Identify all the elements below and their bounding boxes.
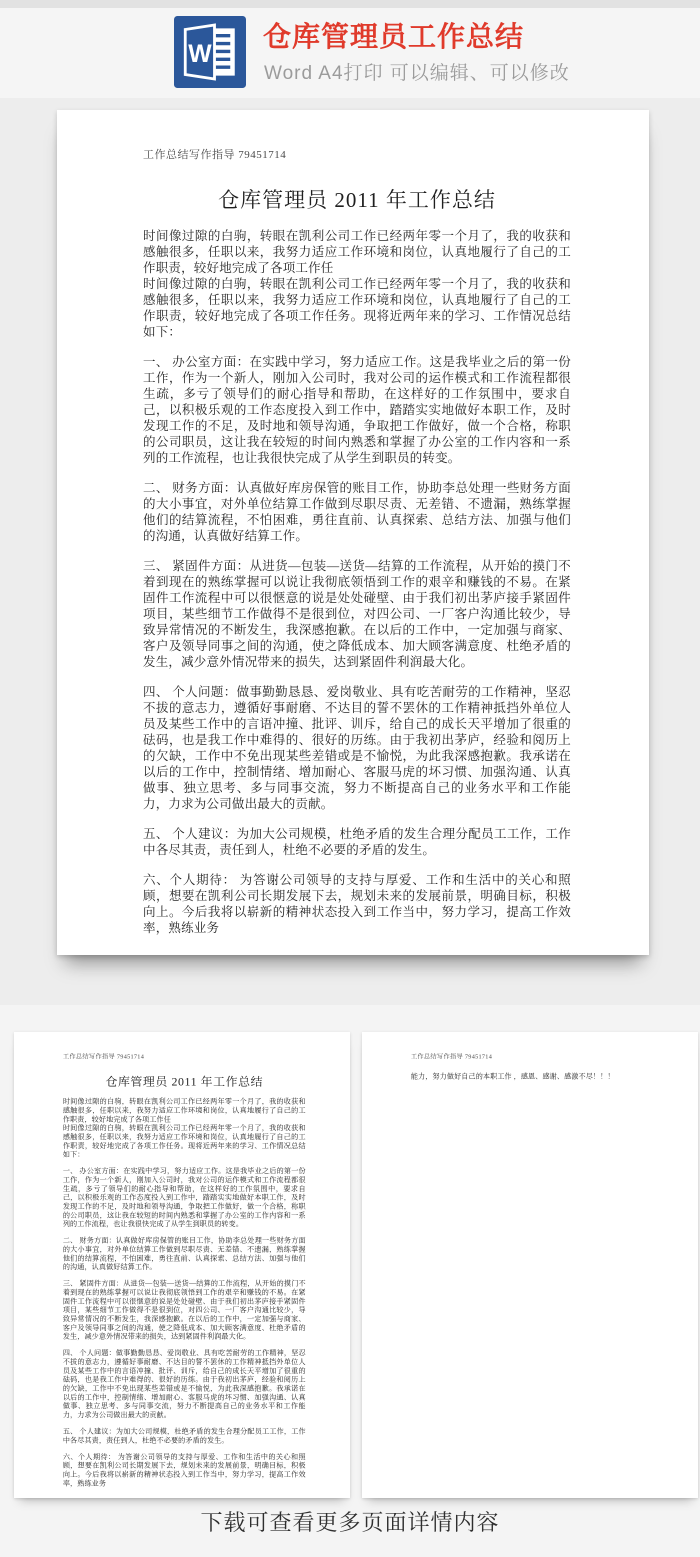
doc-meta-line: 工作总结写作指导 79451714 [410, 1053, 493, 1061]
top-strip [0, 0, 700, 8]
doc-paragraph: 一、 办公室方面：在实践中学习，努力适应工作。这是我毕业之后的第一份工作，作为一个新人，刚加入公司时，我对公司的运作模式和工作流程都很生疏，多亏了领导们的耐心指导和帮助，在这样好的工作氛围中，要求自己，以积极乐观的工作态度投入到工作中，踏踏实实地做好本职工作，及时发现工作的不足，及时地和领导沟通，争取把工作做好，做一个合格，称职的公司职员，这让我在较短的时间内熟悉和掌握了办公室的工作内容和一系列的工作流程，也让我很快完成了从学生到职员的转变。 [143, 355, 571, 465]
doc-paragraph: 能力，努力做好自己的本职工作 ，感恩、感谢、感激不尽！！！ [410, 1072, 615, 1080]
download-hint: 下载可查看更多页面详情内容 [200, 1510, 500, 1535]
doc-paragraph: 四、 个人问题：做事勤勤恳恳、爱岗敬业、具有吃苦耐劳的工作精神，坚忍不拔的意志力，遵循好事耐磨、不达目的誓不罢休的工作精神抵挡外单位人员及某些工作中的言语冲撞、批评、训斥，给自己的成长天平增加了很重的砝码，也是我工作中难得的、很好的历练。由于我初出茅庐，经验和阅历上的欠缺，工作中不免出现某些差错或是不愉悦，为此我深感抱歉。我承诺在以后的工作中，控制情绪、增加耐心、客服马虎的坏习惯、加强沟通、认真做事、独立思考、多与同事交流，努力不断提高自己的业务水平和工作能力，力求为公司做出最大的贡献。 [143, 685, 571, 811]
doc-paragraph: 时间像过隙的白驹，转眼在凯利公司工作已经两年零一个月了，我的收获和感触很多，任职以来，我努力适应工作环境和岗位，认真地履行了自己的工作职责，较好地完成了各项工作任 [143, 229, 571, 275]
doc-paragraph: 四、 个人问题：做事勤勤恳恳、爱岗敬业、具有吃苦耐劳的工作精神，坚忍不拔的意志力，遵循好事耐磨、不达目的誓不罢休的工作精神抵挡外单位人员及某些工作中的言语冲撞、批评、训斥，给自己的成长天平增加了很重的砝码，也是我工作中难得的、很好的历练。由于我初出茅庐，经验和阅历上的欠缺，工作中不免出现某些差错或是不愉悦，为此我深感抱歉。我承诺在以后的工作中，控制情绪、增加耐心、客服马虎的坏习惯、加强沟通、认真做事、独立思考、多与同事交流，努力不断提高自己的业务水平和工作能力，力求为公司做出最大的贡献。 [62, 1349, 306, 1419]
doc-title: 仓库管理员 2011 年工作总结 [105, 1075, 264, 1089]
doc-paragraph: 时间像过隙的白驹，转眼在凯利公司工作已经两年零一个月了，我的收获和感触很多，任职以来，我努力适应工作环境和岗位，认真地履行了自己的工作职责，较好地完成了各项工作任 [62, 1097, 306, 1123]
doc-paragraph: 时间像过隙的白驹，转眼在凯利公司工作已经两年零一个月了，我的收获和感触很多，任职以来，我努力适应工作环境和岗位，认真地履行了自己的工作职责，较好地完成了各项工作任务。现将近两年来的学习、工作情况总结如下： [143, 277, 571, 339]
doc-title: 仓库管理员 2011 年工作总结 [218, 188, 496, 212]
thumbnail-page-2-content [362, 1032, 698, 1498]
doc-meta-line: 工作总结写作指导 79451714 [62, 1053, 145, 1061]
doc-paragraph: 五、 个人建议：为加大公司规模，杜绝矛盾的发生合理分配员工工作，工作中各尽其责，责任到人，杜绝不必要的矛盾的发生。 [62, 1427, 306, 1444]
doc-paragraph: 三、 紧固件方面：从进货—包装—送货—结算的工作流程，从开始的摸门不着到现在的熟练掌握可以说让我彻底领悟到工作的艰辛和赚钱的不易。在紧固件工作流程中可以很惬意的说是处处碰壁、由于我们初出茅庐接手紧固件项目，某些细节工作做得不是很到位，对四公司、一厂客户沟通比较少，导致异常情况的不断发生，我深感抱歉。在以后的工作中，一定加强与商家、客户及领导同事之间的沟通，使之降低成本、加大顾客满意度、杜绝矛盾的发生，减少意外情况带来的损失，达到紧固件利润最大化。 [62, 1279, 306, 1341]
thumbnail-page-1-content [14, 1032, 350, 1498]
site-header [0, 8, 700, 98]
doc-paragraph: 六、个人期待： 为答谢公司领导的支持与厚爱、工作和生活中的关心和照顾，想要在凯利公司长期发展下去，规划未来的发展前景，明确目标，积极向上。今后我将以崭新的精神状态投入到工作当中，努力学习，提高工作效率，熟练业务 [62, 1452, 306, 1487]
doc-paragraph: 二、 财务方面：认真做好库房保管的账目工作，协助李总处理一些财务方面的大小事宜，对外单位结算工作做到尽职尽责、无差错、不遗漏，熟练掌握他们的结算流程，不怕困难，勇往直前、认真探索、总结方法、加强与他们的沟通，认真做好结算工作。 [62, 1236, 306, 1271]
word-icon [174, 16, 246, 88]
thumbnail-page-1[interactable] [14, 1032, 350, 1498]
page-title: 仓库管理员工作总结 [263, 21, 525, 52]
doc-paragraph: 三、 紧固件方面：从进货—包装—送货—结算的工作流程，从开始的摸门不着到现在的熟练掌握可以说让我彻底领悟到工作的艰辛和赚钱的不易。在紧固件工作流程中可以很惬意的说是处处碰壁、由于我们初出茅庐接手紧固件项目，某些细节工作做得不是很到位，对四公司、一厂客户沟通比较少，导致异常情况的不断发生，我深感抱歉。在以后的工作中，一定加强与商家、客户及领导同事之间的沟通，使之降低成本、加大顾客满意度、杜绝矛盾的发生，减少意外情况带来的损失，达到紧固件利润最大化。 [143, 559, 571, 669]
page-subtitle: Word A4打印 可以编辑、可以修改 [264, 63, 570, 84]
thumbnail-page-2[interactable] [362, 1032, 698, 1498]
doc-body [143, 228, 571, 936]
doc-paragraph: 六、个人期待： 为答谢公司领导的支持与厚爱、工作和生活中的关心和照顾，想要在凯利公司长期发展下去，规划未来的发展前景，明确目标，积极向上。今后我将以崭新的精神状态投入到工作当中，努力学习，提高工作效率，熟练业务 [143, 873, 571, 935]
thumbnails-section [0, 1005, 700, 1557]
doc-body [411, 1072, 654, 1081]
doc-paragraph: 时间像过隙的白驹，转眼在凯利公司工作已经两年零一个月了，我的收获和感触很多，任职以来，我努力适应工作环境和岗位，认真地履行了自己的工作职责，较好地完成了各项工作任务。现将近两年来的学习、工作情况总结如下： [62, 1124, 306, 1159]
document-page-1 [57, 110, 649, 955]
doc-paragraph: 二、 财务方面：认真做好库房保管的账目工作，协助李总处理一些财务方面的大小事宜，对外单位结算工作做到尽职尽责、无差错、不遗漏，熟练掌握他们的结算流程，不怕困难，勇往直前、认真探索、总结方法、加强与他们的沟通，认真做好结算工作。 [143, 481, 571, 543]
doc-paragraph: 一、 办公室方面：在实践中学习，努力适应工作。这是我毕业之后的第一份工作，作为一个新人，刚加入公司时，我对公司的运作模式和工作流程都很生疏，多亏了领导们的耐心指导和帮助，在这样好的工作氛围中，要求自己，以积极乐观的工作态度投入到工作中，踏踏实实地做好本职工作，及时发现工作的不足，及时地和领导沟通，争取把工作做好，做一个合格，称职的公司职员，这让我在较短的时间内熟悉和掌握了办公室的工作内容和一系列的工作流程，也让我很快完成了从学生到职员的转变。 [62, 1167, 306, 1228]
doc-meta-line: 工作总结写作指导 79451714 [143, 149, 287, 161]
doc-paragraph: 五、 个人建议：为加大公司规模，杜绝矛盾的发生合理分配员工工作，工作中各尽其责，责任到人，杜绝不必要的矛盾的发生。 [143, 827, 571, 857]
doc-body [63, 1097, 306, 1487]
word-icon-letter: W [188, 41, 212, 69]
